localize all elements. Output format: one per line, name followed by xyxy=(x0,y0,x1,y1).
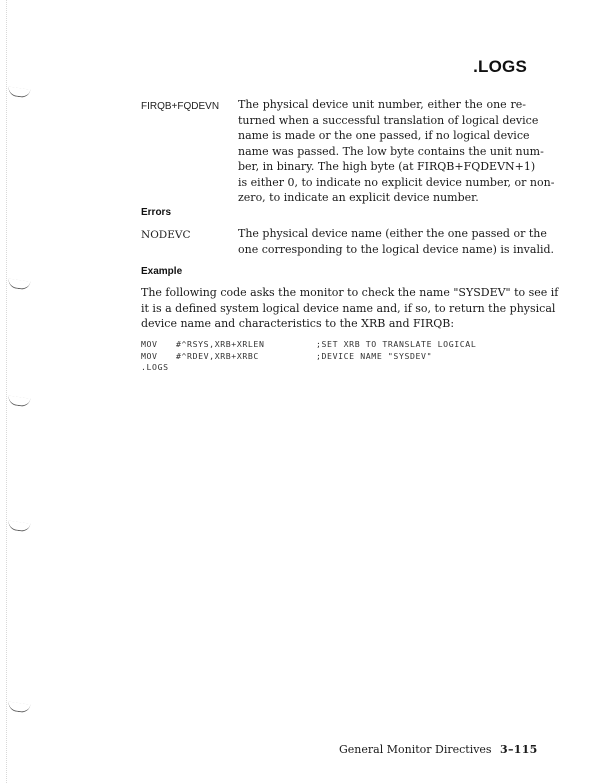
code-comment: ;SET XRB TO TRANSLATE LOGICAL xyxy=(316,339,477,349)
code-comment: ;DEVICE NAME "SYSDEV" xyxy=(316,350,433,361)
definition-line: turned when a successful translation of logical device xyxy=(238,113,539,127)
example-line: device name and characteristics to the XRB and FIRQB: xyxy=(141,317,455,330)
definition-line: ber, in binary. The high byte (at FIRQB+FQDEVN+1) xyxy=(238,160,536,173)
definition-line: is either 0, to indicate no explicit device number, or non- xyxy=(238,175,555,189)
page-edge-shadow xyxy=(6,0,8,783)
definition-line: The physical device unit number, either the one re- xyxy=(238,98,526,111)
binding-hole-mark xyxy=(7,702,30,714)
code-operand: #^RSYS,XRB+XRLEN xyxy=(176,339,265,349)
error-line: one corresponding to the logical device name) is invalid. xyxy=(238,242,555,256)
errors-heading: Errors xyxy=(141,207,172,218)
definition-line: name was passed. The low byte contains the unit num- xyxy=(238,144,544,158)
error-body xyxy=(238,226,555,257)
code-operand: #^RDEV,XRB+XRBC xyxy=(176,350,259,361)
definition-body xyxy=(238,97,555,206)
definition-line: zero, to indicate an explicit device number. xyxy=(238,191,479,204)
binding-hole-mark xyxy=(7,87,30,99)
definition-line: name is made or the one passed, if no logical device xyxy=(238,129,530,142)
example-heading: Example xyxy=(141,266,183,277)
code-opcode: MOV xyxy=(141,339,158,349)
error-line: The physical device name (either the one passed or the xyxy=(238,227,547,240)
error-term: NODEVC xyxy=(141,229,191,241)
example-line: The following code asks the monitor to check the name "SYSDEV" to see if xyxy=(141,286,559,299)
code-opcode: .LOGS xyxy=(141,362,169,372)
example-line: it is a defined system logical device name and, if so, to return the physical xyxy=(141,301,556,315)
footer-page-number: 3–115 xyxy=(500,743,538,756)
definition-term: FIRQB+FQDEVN xyxy=(141,101,220,112)
page-title: .LOGS xyxy=(473,57,527,76)
example-paragraph xyxy=(141,285,559,332)
binding-hole-mark xyxy=(7,396,30,408)
binding-hole-mark xyxy=(7,279,30,291)
footer-section-title: General Monitor Directives xyxy=(339,743,492,756)
binding-hole-mark xyxy=(7,521,30,533)
code-opcode: MOV xyxy=(141,350,158,361)
